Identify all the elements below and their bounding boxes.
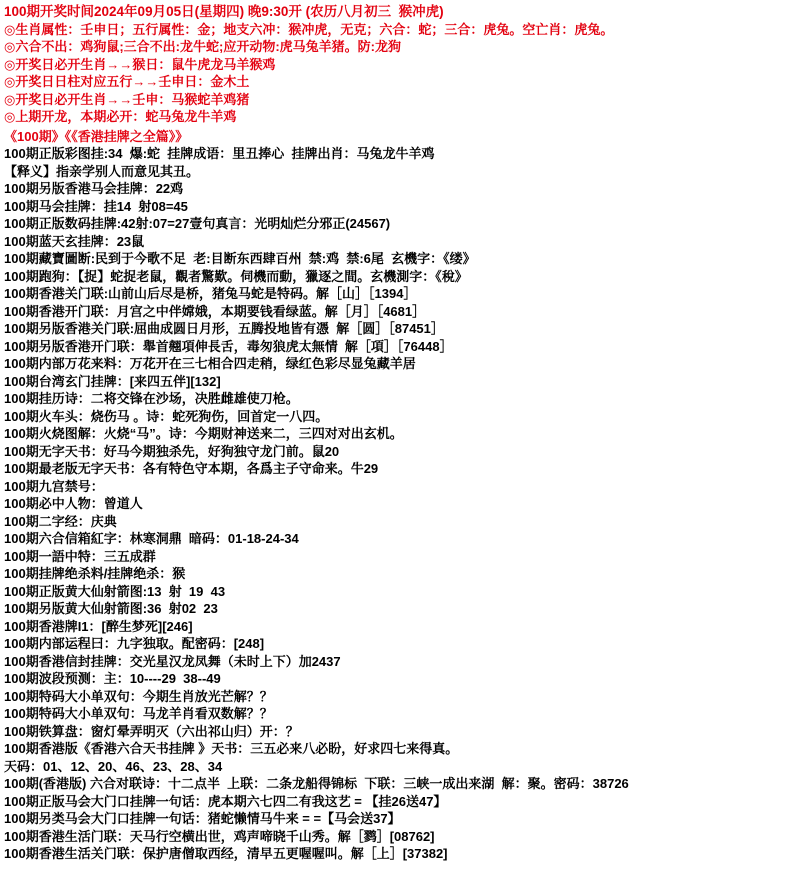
body-line: 100期九宫禁号： [4, 478, 104, 494]
zodiac-attribute-line: ◎生肖属性：壬申日；五行属性：金；地支六冲：猴冲虎，无克；六合：蛇；三合：虎兔。空亡肖：虎兔。 [4, 21, 614, 37]
header-block [4, 3, 800, 126]
body-line: 100期特码大小单双句：今期生肖放光芒解？？ [4, 688, 273, 704]
body-line: 100期马会挂牌：挂14 射08=45 [4, 198, 188, 214]
body-line: 100期香港牌I1：[醉生梦死][246] [4, 618, 193, 634]
draw-day-zodiac-line-2: ◎开奖日必开生肖→→壬申：马猴蛇羊鸡猪 [4, 91, 250, 107]
body-line: 100期正版数码挂牌:42射:07=27壹句真言：光明灿烂分邪正(24567) [4, 216, 391, 231]
body-line: 100期铁算盘：窗灯晕弄明灭（六出祁山归）开：？ [4, 723, 299, 739]
body-line: 100期挂历诗：二将交锋在沙场，决胜雌雄使刀枪。 [4, 391, 299, 406]
body-line: 100期六合信箱紅字：林寒洞鼎 暗码：01-18-24-34 [4, 531, 299, 546]
body-line: 100期蓝天玄挂牌：23鼠 [4, 233, 145, 249]
draw-day-zodiac-line-1: ◎开奖日必开生肖→→猴日：鼠牛虎龙马羊猴鸡 [4, 56, 276, 72]
body-line: 100期火车头：烧伤马 。诗：蛇死狗伤，回首定一八四。 [4, 408, 329, 424]
body-line: 100期另版黄大仙射箭图:36 射02 23 [4, 601, 218, 616]
body-line: 100期(香港版) 六合对联诗：十二点半 上联：二条龙船得锦标 下联：三峡一成出来湖 解：聚。密码：38726 [4, 776, 629, 791]
body-line: 100期无字天书：好马今期独杀先，好狗独守龙门前。鼠20 [4, 443, 340, 459]
body-line: 100期香港生活关门联：保护唐僧取西经，清早五更喔喔叫。解［上］[37382] [4, 846, 448, 861]
five-elements-line: ◎开奖日日柱对应五行→→壬申日：金木土 [4, 74, 250, 89]
body-line: 100期正版马会大门口挂牌一句话：虎本期六七四二有我这艺 = 【挂26送47】 [4, 793, 447, 809]
body-line: 100期台湾玄门挂牌：[来四五伴][132] [4, 373, 221, 389]
body-line: 100期另版香港关门联:屈曲成圆日月形，五腾投地皆有憑 解［圆］［87451］ [4, 321, 444, 336]
body-line: 100期香港生活门联：天马行空横出世，鸡声啼晓千山秀。解［鹨］[08762] [4, 828, 435, 844]
body-line: 100期必中人物：曾道人 [4, 496, 143, 511]
body-line: 100期香港版《香港六合天书挂牌 》天书：三五必来八必盼，好求四七来得真。 [4, 741, 459, 756]
body-line: 100期二字经：庆典 [4, 513, 117, 529]
draw-time-line: 100期开奖时间2024年09月05日(星期四) 晚9:30开 (农历八月初三 猴冲虎) [4, 4, 444, 19]
body-line: 100期内部万花来料：万花开在三七相合四走稍，绿红色彩尽显兔藏羊居 [4, 356, 416, 371]
body-line: 100期内部运程曰：九字独取。配密码：[248] [4, 636, 265, 651]
body-line: 【释义】指亲学别人而意见其丑。 [4, 163, 200, 179]
body-line: 100期最老版无字天书：各有特色守本期，各爲主子守命来。牛29 [4, 461, 379, 476]
body-line: 100期香港关门联:山前山后尽是桥，猪兔马蛇是特码。解［山］［1394］ [4, 286, 417, 301]
body-line: 100期一語中特：三五成群 [4, 548, 156, 564]
body-line: 100期正版黄大仙射箭图:13 射 19 43 [4, 583, 226, 599]
body-block [4, 145, 800, 863]
body-line: 100期另版香港开门联：舉首翹項伸長舌，毒匆狼虎太無情 解［項］［76448］ [4, 338, 453, 354]
body-line: 100期香港信封挂牌：交光星汉龙凤舞（未时上下）加2437 [4, 653, 341, 669]
body-line: 100期另版香港马会挂牌：22鸡 [4, 181, 184, 196]
liuhe-exclusion-line: ◎六合不出：鸡狗鼠;三合不出:龙牛蛇;应开动物:虎马兔羊猪。防:龙狗 [4, 39, 401, 54]
body-line: 100期波段预测：主：10----29 38--49 [4, 671, 221, 686]
body-line: 100期正版彩图挂:34 爆:蛇 挂牌成语：里丑捧心 挂牌出肖：马兔龙牛羊鸡 [4, 146, 435, 161]
banner-title: 《100期》《《香港挂牌之全篇》》 [4, 128, 189, 144]
previous-draw-line: ◎上期开龙，本期必开：蛇马兔龙牛羊鸡 [4, 109, 237, 124]
body-line: 100期火烧图解：火烧“马”。诗：今期财神送来二，三四对对出玄机。 [4, 426, 403, 441]
body-line: 100期挂牌绝杀料/挂牌绝杀：猴 [4, 566, 186, 581]
body-line: 天码：01、12、20、46、23、28、34 [4, 758, 223, 774]
body-line: 100期特码大小单双句：马龙羊肖看双数解？？ [4, 706, 273, 721]
body-line: 100期另类马会大门口挂牌一句话：猪蛇懒情马牛来 = =【马会送37】 [4, 811, 401, 826]
body-line: 100期跑狗：【捉】蛇捉老鼠，觀者驚歎。伺機而動，獵逐之間。玄機測字：《稅》 [4, 268, 468, 284]
body-line: 100期香港开门联：月宫之中伴嫦娥，本期要钱看绿蓝。解［月］［4681］ [4, 303, 426, 319]
body-line: 100期藏寶圖断:民到于今歌不足 老:目断东西肆百州 禁:鸡 禁:6尾 玄機字：《缕》 [4, 251, 476, 266]
